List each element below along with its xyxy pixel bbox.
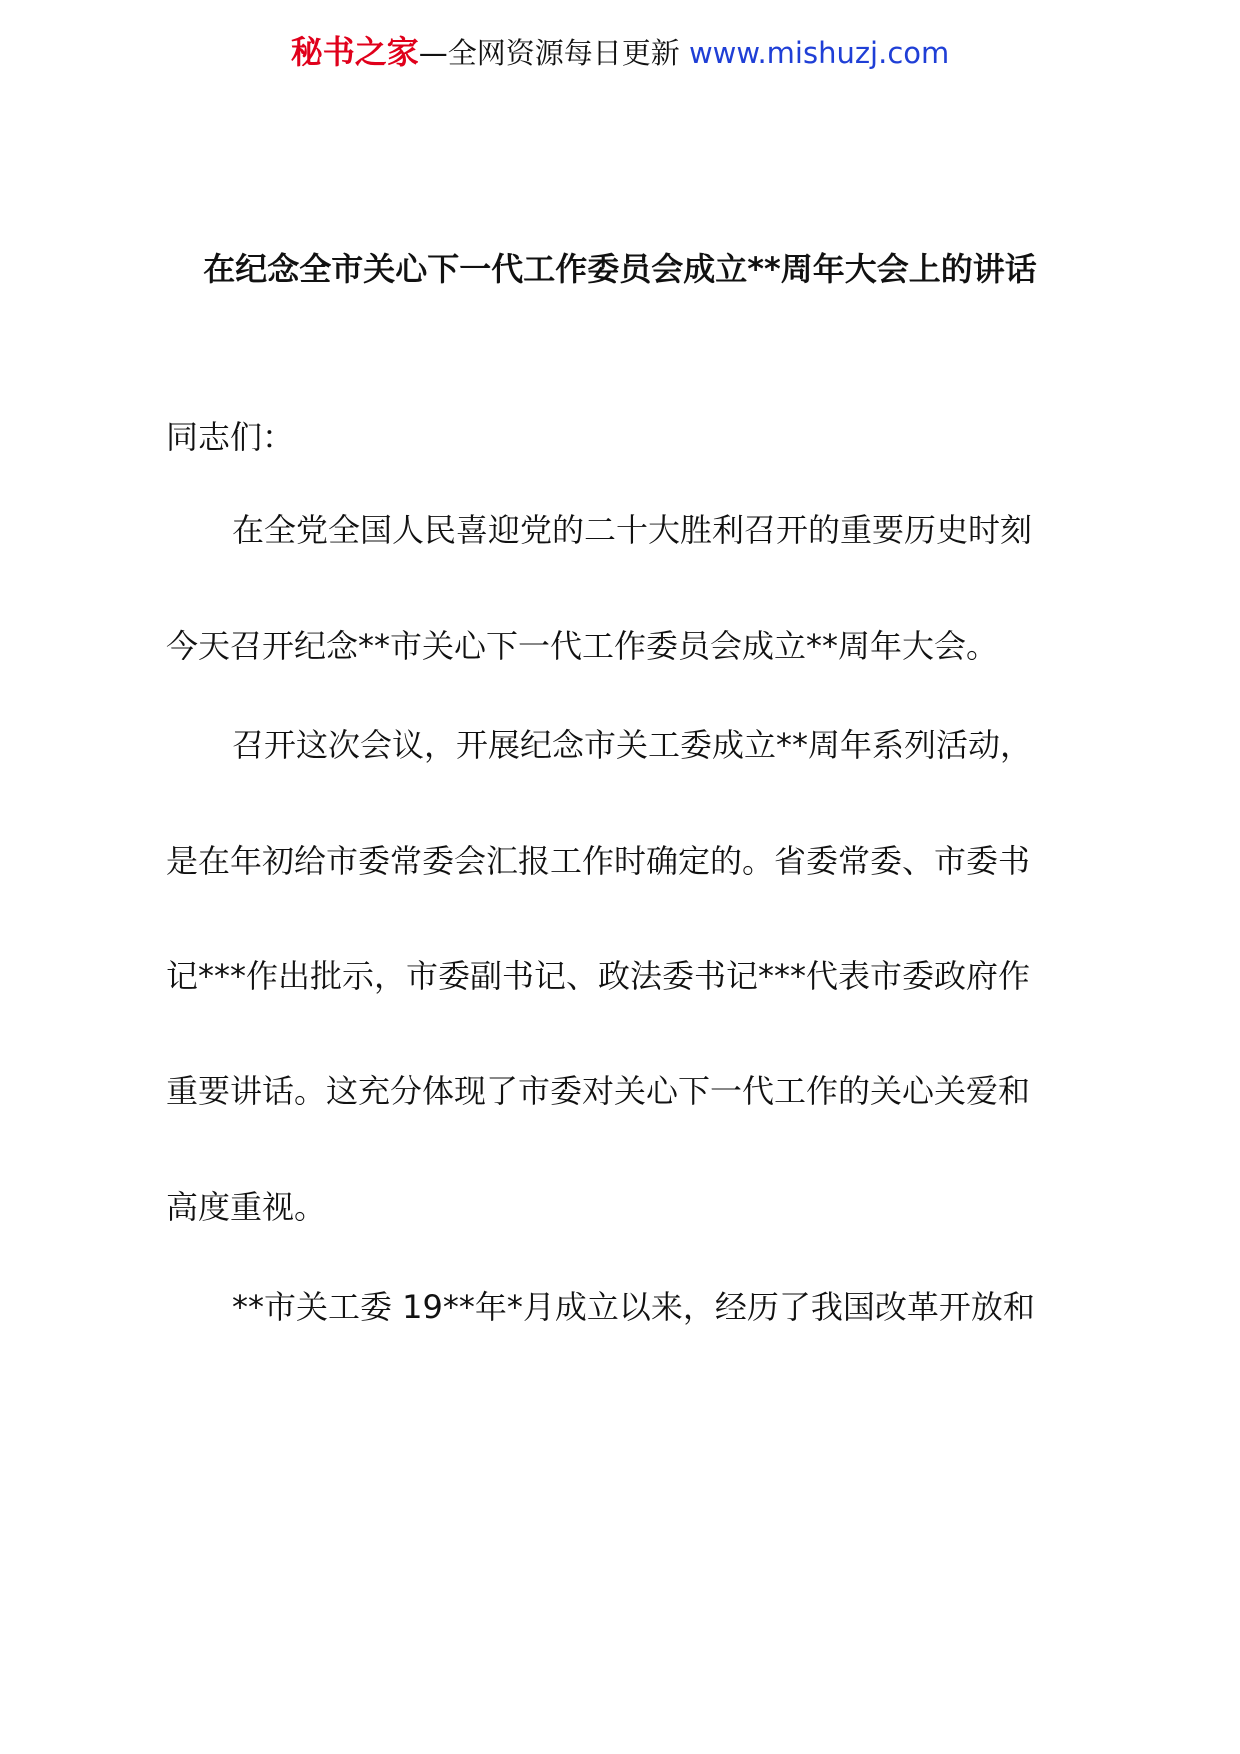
brand-name: 秘书之家 — [290, 33, 419, 71]
header-tagline: —全网资源每日更新 — [418, 36, 689, 70]
paragraph-line: 召开这次会议，开展纪念市关工委成立**周年系列活动， — [232, 726, 1033, 764]
paragraph-line: 重要讲话。这充分体现了市委对关心下一代工作的关心关爱和 — [166, 1072, 1031, 1110]
website-link[interactable]: www.mishuzj.com — [688, 36, 950, 70]
paragraph-line: 记***作出批示，市委副书记、政法委书记***代表市委政府作 — [166, 957, 1031, 995]
paragraph-line: 是在年初给市委常委会汇报工作时确定的。省委常委、市委书 — [166, 842, 1031, 880]
paragraph-line: 今天召开纪念**市关心下一代工作委员会成立**周年大会。 — [166, 627, 999, 665]
site-header — [0, 30, 1240, 75]
document-title: 在纪念全市关心下一代工作委员会成立**周年大会上的讲话 — [203, 250, 1037, 288]
paragraph-line: 高度重视。 — [166, 1188, 327, 1226]
paragraph-line: **市关工委 19**年*月成立以来，经历了我国改革开放和 — [232, 1288, 1035, 1326]
salutation: 同志们： — [166, 418, 295, 456]
paragraph-line: 在全党全国人民喜迎党的二十大胜利召开的重要历史时刻 — [232, 511, 1033, 549]
